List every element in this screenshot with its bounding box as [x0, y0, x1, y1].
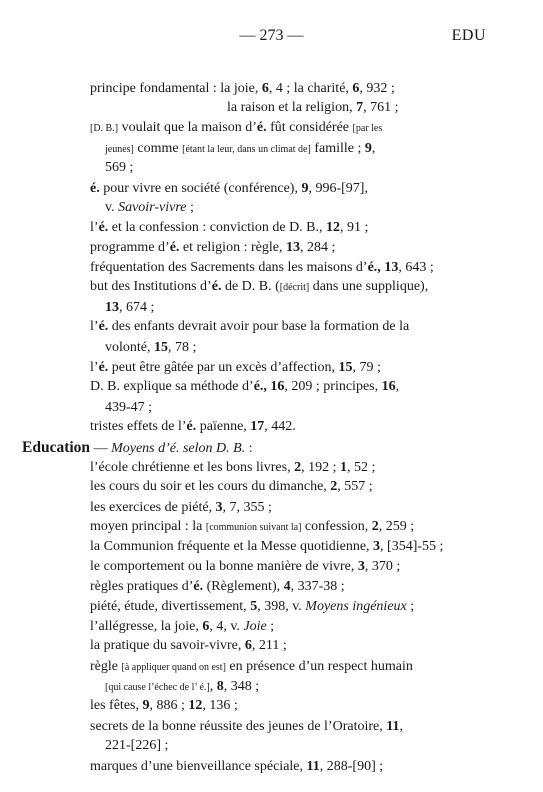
- volume-number: 13: [105, 300, 119, 315]
- volume-number: 4: [283, 579, 291, 594]
- index-line: [105, 737, 168, 755]
- entry-text: et religion : règle,: [179, 240, 286, 255]
- volume-number: 7: [356, 100, 364, 115]
- italic-text: Joie: [243, 619, 267, 634]
- entry-text: ,: [395, 379, 400, 394]
- index-line: [90, 518, 414, 537]
- volume-number: 9: [364, 141, 372, 156]
- entry-text: :: [245, 441, 253, 456]
- volume-number: 6: [244, 638, 252, 653]
- entry-text: , 7, 355 ;: [222, 500, 272, 515]
- entry-text: , 136 ;: [202, 698, 238, 713]
- entry-text: —: [90, 441, 112, 456]
- entry-text: les fêtes,: [90, 698, 143, 713]
- volume-number: 3: [215, 500, 223, 515]
- volume-number: é.: [256, 120, 267, 135]
- entry-text: , 996-[97],: [308, 181, 368, 196]
- volume-number: 6: [352, 81, 360, 96]
- volume-number: 13: [285, 240, 300, 255]
- entry-text: en présence d’un respect humain: [225, 659, 413, 674]
- entry-text: 439-47 ;: [105, 400, 153, 415]
- index-line: [90, 278, 428, 297]
- volume-number: 2: [330, 479, 338, 494]
- entry-text: moyen principal : la: [90, 519, 206, 534]
- index-line: [90, 459, 375, 477]
- entry-text: pour vivre en société (conférence),: [99, 181, 302, 196]
- entry-text: marques d’une bienveillance spéciale,: [90, 759, 307, 774]
- editorial-insertion: jeunes]: [105, 144, 134, 155]
- editorial-insertion: [à appliquer quand on est]: [121, 662, 226, 673]
- entry-text: , 442.: [264, 419, 296, 434]
- volume-number: 12: [188, 698, 203, 713]
- entry-text: , 643 ;: [398, 260, 434, 275]
- entry-text: , 761 ;: [363, 100, 399, 115]
- entry-text: , 79 ;: [352, 360, 381, 375]
- index-line: [90, 578, 345, 596]
- entry-text: l’: [90, 360, 99, 375]
- italic-text: Moyens d’é. selon D. B.: [111, 441, 246, 456]
- entry-text: piété, étude, divertissement,: [90, 599, 251, 614]
- entry-text: but des Institutions d’: [90, 279, 212, 294]
- entry-text: voulait que la maison d’: [118, 120, 257, 135]
- index-line: [90, 718, 403, 736]
- entry-text: , 674 ;: [119, 300, 155, 315]
- index-line: [105, 399, 152, 417]
- volume-number: é.: [211, 279, 222, 294]
- entry-text: règle: [90, 659, 122, 674]
- entry-text: D. B. explique sa méthode d’: [90, 379, 254, 394]
- index-line: [90, 618, 274, 636]
- entry-text: , 886 ;: [149, 698, 189, 713]
- entry-text: famille ;: [310, 141, 365, 156]
- entry-text: 569 ;: [105, 160, 134, 175]
- index-line: [90, 378, 399, 396]
- entry-text: v.: [105, 200, 119, 215]
- volume-number: 5: [250, 599, 258, 614]
- entry-text: des enfants devrait avoir pour base la formation de la: [108, 319, 410, 334]
- index-line: [90, 499, 272, 517]
- entry-text: ,: [399, 719, 403, 734]
- entry-text: ,: [371, 141, 376, 156]
- volume-number: 15: [338, 360, 353, 375]
- volume-number: é.,: [253, 379, 267, 394]
- index-line: [90, 758, 383, 776]
- italic-text: Savoir-vivre: [118, 200, 187, 215]
- index-line: [90, 180, 368, 198]
- entry-text: principe fondamental : la joie,: [90, 81, 262, 96]
- italic-text: Moyens ingénieux: [305, 599, 407, 614]
- entry-text: fût considérée: [266, 120, 353, 135]
- entry-text: règles pratiques d’: [90, 579, 194, 594]
- volume-number: é.: [98, 220, 109, 235]
- entry-text: , 211 ;: [251, 638, 287, 653]
- index-line: [90, 418, 296, 436]
- entry-text: ;: [186, 200, 194, 215]
- entry-text: 221-[226] ;: [105, 738, 169, 753]
- entry-text: , 209 ; principes,: [284, 379, 382, 394]
- index-line: [90, 478, 373, 496]
- index-line: [90, 318, 409, 336]
- volume-number: 16: [270, 379, 285, 394]
- volume-number: 6: [261, 81, 269, 96]
- index-line: [90, 80, 395, 98]
- index-line: [105, 339, 196, 357]
- entry-text: programme d’: [90, 240, 170, 255]
- entry-text: secrets de la bonne réussite des jeunes de l’Oratoire,: [90, 719, 387, 734]
- volume-number: é.: [193, 579, 204, 594]
- entry-text: , 370 ;: [364, 559, 401, 574]
- entry-text: volonté,: [105, 340, 154, 355]
- volume-number: 3: [357, 559, 365, 574]
- entry-text: l’: [90, 220, 99, 235]
- volume-number: 9: [142, 698, 150, 713]
- entry-text: comme: [133, 141, 183, 156]
- index-line: [90, 538, 443, 556]
- volume-number: 8: [216, 679, 224, 694]
- entry-text: la raison et la religion,: [227, 100, 357, 115]
- entry-text: peut être gâtée par un excès d’affection,: [108, 360, 339, 375]
- entry-text: , 4, v.: [209, 619, 244, 634]
- volume-number: 9: [301, 181, 309, 196]
- entry-text: , 192 ;: [301, 460, 340, 475]
- editorial-insertion: [communion suivant la]: [205, 522, 302, 533]
- entry-text: , 557 ;: [337, 479, 373, 494]
- index-line: [22, 439, 253, 458]
- entry-text: et la confession : conviction de D. B.,: [108, 220, 327, 235]
- entry-text: les exercices de piété,: [90, 500, 216, 515]
- index-line: [105, 299, 154, 317]
- editorial-insertion: [D. B.]: [90, 123, 119, 134]
- volume-number: 3: [373, 539, 381, 554]
- editorial-insertion: [étant la leur, dans un climat de]: [182, 144, 311, 155]
- volume-number: 11: [386, 719, 400, 734]
- entry-text: , 52 ;: [346, 460, 376, 475]
- volume-number: 6: [202, 619, 210, 634]
- index-line: [90, 259, 434, 277]
- index-line: [90, 239, 335, 257]
- volume-number: é.: [186, 419, 197, 434]
- entry-text: , 284 ;: [299, 240, 336, 255]
- entry-text: la Communion fréquente et la Messe quotidienne,: [90, 539, 374, 554]
- index-line: [105, 159, 133, 177]
- entry-text: , 398, v.: [257, 599, 306, 614]
- entry-text: , 4 ; la charité,: [268, 81, 353, 96]
- editorial-insertion: [décrit]: [279, 282, 310, 293]
- volume-number: é.: [169, 240, 180, 255]
- entry-text: l’école chrétienne et les bons livres,: [90, 460, 295, 475]
- index-line: [90, 658, 413, 677]
- index-line: [90, 119, 382, 138]
- entry-text: l’allégresse, la joie,: [90, 619, 203, 634]
- volume-number: 13: [384, 260, 399, 275]
- volume-number: 16: [381, 379, 396, 394]
- entry-text: , 288-[90] ;: [319, 759, 384, 774]
- editorial-insertion: [qui cause l’échec de l’ é.]: [105, 682, 210, 693]
- volume-number: é.: [90, 181, 100, 196]
- volume-number: 11: [306, 759, 320, 774]
- volume-number: 12: [326, 220, 341, 235]
- entry-text: , [354]-55 ;: [380, 539, 444, 554]
- entry-text: , 91 ;: [340, 220, 369, 235]
- index-line: [90, 359, 381, 377]
- entry-text: , 337-38 ;: [290, 579, 345, 594]
- entry-text: (Règlement),: [203, 579, 284, 594]
- page-number: — 273 —: [239, 27, 304, 44]
- entry-text: ;: [266, 619, 275, 634]
- entry-text: tristes effets de l’: [90, 419, 187, 434]
- entry-text: dans une supplique),: [309, 279, 429, 294]
- entry-text: le comportement ou la bonne manière de vivre,: [90, 559, 358, 574]
- index-line: [90, 558, 400, 576]
- entry-text: , 348 ;: [223, 679, 260, 694]
- index-line: [105, 199, 194, 217]
- volume-number: 2: [294, 460, 302, 475]
- entry-text: ,: [209, 679, 217, 694]
- volume-number: 15: [154, 340, 168, 355]
- volume-number: 17: [250, 419, 265, 434]
- running-head: EDU: [451, 27, 486, 44]
- entry-text: l’: [90, 319, 99, 334]
- index-line: [90, 697, 238, 715]
- index-line: [105, 678, 259, 697]
- volume-number: é.: [98, 360, 109, 375]
- volume-number: 2: [371, 519, 379, 534]
- index-line: [90, 598, 414, 616]
- entry-text: la pratique du savoir-vivre,: [90, 638, 245, 653]
- entry-text: fréquentation des Sacrements dans les maisons d’: [90, 260, 368, 275]
- entry-text: les cours du soir et les cours du dimanche,: [90, 479, 331, 494]
- editorial-insertion: [par les: [352, 123, 383, 134]
- entry-text: , 78 ;: [168, 340, 197, 355]
- entry-text: païenne,: [196, 419, 251, 434]
- index-line: [227, 99, 398, 117]
- volume-number: é.,: [367, 260, 381, 275]
- entry-text: ;: [406, 599, 415, 614]
- entry-text: , 932 ;: [359, 81, 395, 96]
- index-line: [105, 140, 375, 159]
- index-line: [90, 219, 368, 237]
- index-line: [90, 637, 287, 655]
- volume-number: 1: [339, 460, 347, 475]
- entry-text: de D. B. (: [221, 279, 280, 294]
- entry-headword: Education: [22, 439, 91, 456]
- entry-text: confession,: [301, 519, 372, 534]
- entry-text: , 259 ;: [378, 519, 415, 534]
- volume-number: é.: [98, 319, 109, 334]
